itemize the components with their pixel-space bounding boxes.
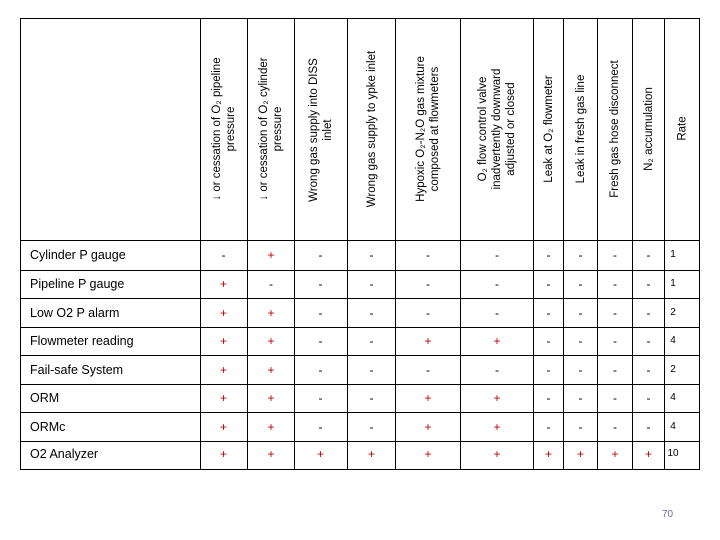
column-header-fresh-gas-hose: Fresh gas hose disconnect (608, 60, 621, 198)
plus-mark: + (267, 391, 275, 405)
column-header-hypoxic-mixture: Hypoxic O₂-N₂O gas mixture composed at flowmeters (414, 56, 441, 202)
column-header-leak-fresh-gas: Leak in fresh gas line (574, 74, 587, 184)
plus-mark: + (424, 420, 432, 434)
minus-mark: - (578, 277, 583, 291)
minus-mark: - (369, 391, 374, 405)
minus-mark: - (646, 334, 651, 348)
plus-mark: + (493, 420, 501, 434)
minus-mark: - (495, 248, 499, 262)
plus-mark: + (219, 306, 227, 320)
minus-mark: - (613, 334, 617, 348)
rate-value: 10 (667, 448, 679, 459)
minus-mark: - (546, 363, 551, 377)
minus-mark: - (221, 248, 226, 262)
rate-value: 4 (670, 421, 676, 432)
minus-mark: - (546, 391, 551, 405)
rate-value: 1 (670, 278, 676, 289)
plus-mark: + (367, 447, 375, 461)
plus-mark: + (267, 248, 275, 262)
plus-mark: + (267, 306, 275, 320)
minus-mark: - (546, 248, 551, 262)
minus-mark: - (318, 334, 323, 348)
minus-mark: - (613, 420, 617, 434)
minus-mark: - (646, 277, 651, 291)
row-label: Fail-safe System (30, 363, 124, 377)
plus-mark: + (644, 447, 652, 461)
plus-mark: + (219, 391, 227, 405)
minus-mark: - (269, 277, 273, 291)
plus-mark: + (219, 420, 227, 434)
column-header-o2-cylinder: ↓ or cessation of O₂ cylinder pressure (257, 57, 284, 201)
rate-value: 2 (670, 307, 676, 318)
minus-mark: - (546, 306, 551, 320)
rate-value: 2 (670, 364, 676, 375)
rate-value: 4 (670, 392, 676, 403)
minus-mark: - (318, 391, 323, 405)
minus-mark: - (495, 277, 499, 291)
minus-mark: - (318, 248, 323, 262)
minus-mark: - (646, 306, 651, 320)
minus-mark: - (426, 248, 430, 262)
row-label: Pipeline P gauge (30, 277, 125, 291)
column-header-leak-o2-flowmeter: Leak at O₂ flowmeter (542, 75, 555, 183)
plus-mark: + (424, 391, 432, 405)
column-header-ypke-inlet: Wrong gas supply to ypke inlet (365, 50, 378, 208)
plus-mark: + (493, 334, 501, 348)
column-header-o2-flow-valve: O₂ flow control valve inadvertently downward adjusted or closed (476, 68, 517, 190)
minus-mark: - (426, 306, 430, 320)
minus-mark: - (646, 248, 651, 262)
row-label: ORM (30, 391, 60, 405)
row-label: Low O2 P alarm (30, 306, 120, 320)
minus-mark: - (546, 334, 551, 348)
minus-mark: - (613, 391, 617, 405)
plus-mark: + (219, 334, 227, 348)
rate-value: 1 (670, 249, 676, 260)
minus-mark: - (318, 363, 323, 377)
plus-mark: + (424, 447, 432, 461)
minus-mark: - (613, 363, 617, 377)
plus-mark: + (267, 334, 275, 348)
plus-mark: + (576, 447, 584, 461)
minus-mark: - (318, 420, 323, 434)
minus-mark: - (578, 334, 583, 348)
minus-mark: - (426, 277, 430, 291)
page-number: 70 (662, 509, 674, 520)
minus-mark: - (578, 391, 583, 405)
plus-mark: + (219, 447, 227, 461)
row-label: Flowmeter reading (30, 334, 134, 348)
minus-mark: - (369, 248, 374, 262)
plus-mark: + (219, 363, 227, 377)
plus-mark: + (267, 420, 275, 434)
plus-mark: + (316, 447, 324, 461)
minus-mark: - (613, 277, 617, 291)
column-header-n2-accumulation: N₂ accumulation (642, 87, 655, 171)
minus-mark: - (578, 248, 583, 262)
minus-mark: - (613, 306, 617, 320)
minus-mark: - (495, 306, 499, 320)
minus-mark: - (369, 363, 374, 377)
plus-mark: + (219, 277, 227, 291)
plus-mark: + (267, 447, 275, 461)
column-header-rate: Rate (676, 116, 688, 141)
minus-mark: - (546, 420, 551, 434)
minus-mark: - (318, 306, 323, 320)
minus-mark: - (369, 306, 374, 320)
column-header-o2-pipeline: ↓ or cessation of O₂ pipeline pressure (210, 57, 237, 201)
minus-mark: - (369, 277, 374, 291)
minus-mark: - (613, 248, 617, 262)
minus-mark: - (495, 363, 499, 377)
plus-mark: + (493, 447, 501, 461)
row-label: O2 Analyzer (30, 447, 99, 461)
plus-mark: + (267, 363, 275, 377)
plus-mark: + (424, 334, 432, 348)
minus-mark: - (578, 306, 583, 320)
minus-mark: - (646, 391, 651, 405)
minus-mark: - (369, 420, 374, 434)
plus-mark: + (493, 391, 501, 405)
plus-mark: + (544, 447, 552, 461)
minus-mark: - (646, 363, 651, 377)
minus-mark: - (546, 277, 551, 291)
minus-mark: - (578, 363, 583, 377)
column-header-diss-inlet: Wrong gas supply into DISS inlet (307, 58, 334, 202)
row-label: Cylinder P gauge (30, 248, 126, 262)
minus-mark: - (318, 277, 323, 291)
plus-mark: + (611, 447, 619, 461)
minus-mark: - (369, 334, 374, 348)
row-label: ORMc (30, 420, 66, 434)
rate-value: 4 (670, 335, 676, 346)
minus-mark: - (426, 363, 430, 377)
minus-mark: - (646, 420, 651, 434)
minus-mark: - (578, 420, 583, 434)
